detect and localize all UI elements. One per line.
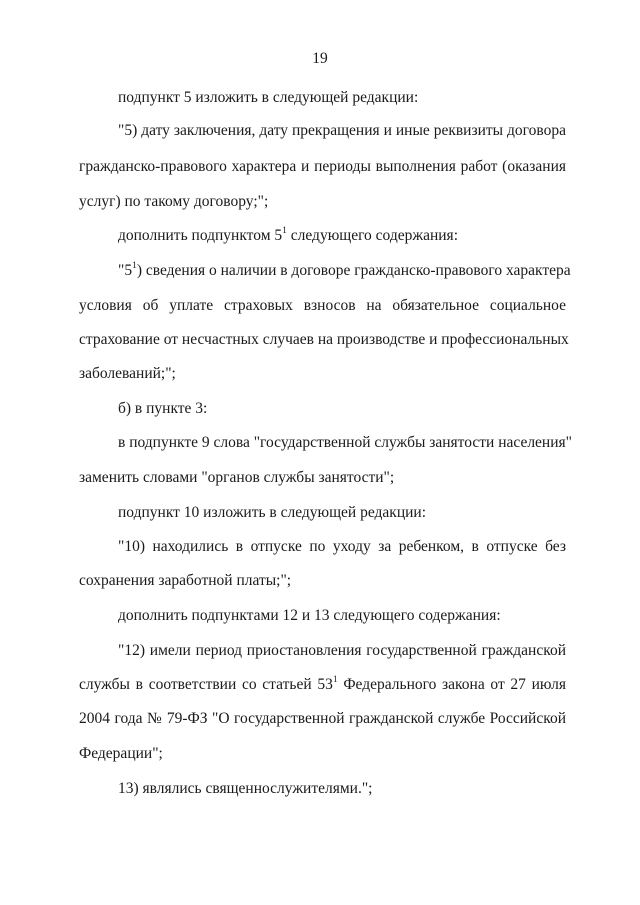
- paragraph-line: "5) дату заключения, дату прекращения и иные реквизиты договора: [118, 122, 566, 139]
- superscript: 1: [332, 674, 338, 685]
- paragraph-line: подпункт 5 изложить в следующей редакции:: [118, 89, 419, 106]
- paragraph-line: заменить словами "органов службы занятости";: [79, 469, 395, 486]
- paragraph-line: б) в пункте 3:: [118, 400, 208, 417]
- text-run: Федерального закона от 27 июля: [337, 676, 566, 693]
- text-run: "5: [118, 262, 133, 279]
- page-number: 19: [312, 50, 328, 67]
- paragraph-line: Федерации";: [79, 745, 163, 762]
- paragraph-line: 13) являлись священнослужителями.";: [118, 780, 373, 797]
- paragraph-line: "12) имели период приостановления государственной гражданской: [118, 642, 566, 659]
- paragraph-line: условия об уплате страховых взносов на обязательное социальное: [79, 297, 566, 314]
- paragraph-line: [118, 260, 571, 281]
- paragraph-line: заболеваний;";: [79, 365, 176, 382]
- paragraph-line: 2004 года № 79-ФЗ "О государственной гражданской службе Российской: [79, 710, 566, 727]
- paragraph-line: [79, 675, 566, 695]
- paragraph-line: дополнить подпунктами 12 и 13 следующего содержания:: [118, 607, 501, 624]
- superscript: 1: [132, 260, 137, 271]
- paragraph-line: услуг) по такому договору;";: [79, 193, 269, 210]
- paragraph-line: "10) находились в отпуске по уходу за ребенком, в отпуске без: [118, 538, 566, 555]
- text-run: дополнить подпунктом 5: [118, 227, 283, 244]
- paragraph-line: гражданско-правового характера и периоды выполнения работ (оказания: [79, 158, 566, 175]
- paragraph-line: в подпункте 9 слова "государственной службы занятости населения": [118, 434, 572, 451]
- paragraph-line: страхование от несчастных случаев на производстве и профессиональных: [79, 331, 569, 348]
- text-run: службы в соответствии со статьей 53: [79, 676, 333, 693]
- text-run: ) сведения о наличии в договоре гражданско-правового характера: [136, 262, 571, 279]
- paragraph-line: [118, 226, 566, 246]
- paragraph-line: сохранения заработной платы;";: [79, 572, 292, 589]
- text-run: следующего содержания:: [286, 227, 458, 244]
- superscript: 1: [282, 225, 287, 236]
- paragraph-line: подпункт 10 изложить в следующей редакции:: [118, 504, 427, 521]
